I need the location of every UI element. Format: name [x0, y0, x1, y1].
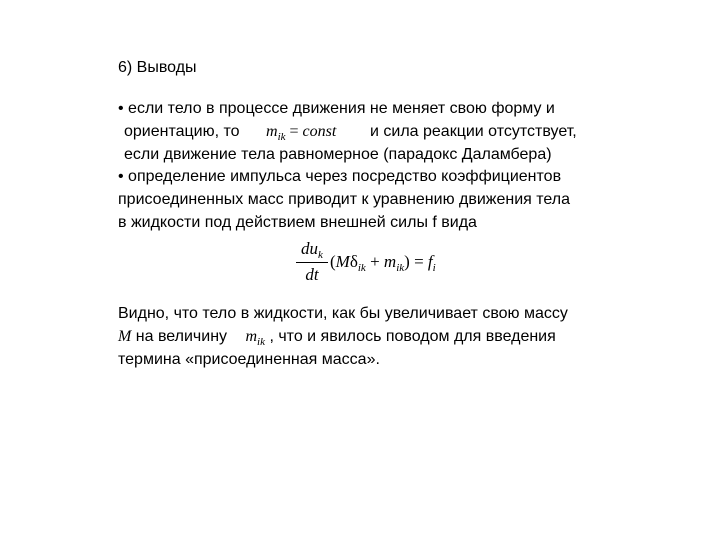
bullet1-line1: • если тело в процессе движения не меняет свою форму и [118, 100, 555, 117]
bullet2-line3: в жидкости под действием внешней силы f вида [118, 214, 477, 231]
conclusion-line2-prefix: на величину [135, 328, 228, 345]
inline-m: m [266, 123, 278, 140]
bullet2-line2: присоединенных масс приводит к уравнению движения тела [118, 191, 571, 208]
bullet1-line3: если движение тела равномерное (парадокс Даламбера) [124, 146, 552, 163]
bullet2-line1: • определение импульса через посредство коэффициентов [118, 168, 562, 185]
conclusion-line2 [118, 327, 556, 352]
derivative-fraction [296, 238, 328, 285]
inline-formula-mik-const [266, 122, 336, 147]
conclusion-line1: Видно, что тело в жидкости, как бы увеличивает свою массу [118, 305, 568, 322]
inline-const: const [302, 123, 337, 140]
fraction-numerator: $du_k$ [301, 239, 323, 261]
inline-m-sub: ik [277, 131, 286, 143]
inline-equals: = [289, 123, 299, 140]
fraction-denominator: dt [305, 265, 319, 284]
slide-heading: 6) Выводы [118, 59, 197, 76]
bullet1-line2-prefix: ориентацию, то [124, 123, 240, 140]
fraction-bar [296, 262, 328, 263]
equation-body: $(M\delta_{ik} + m_{ik}) = f_i$ [330, 252, 436, 274]
inline-mik: $m_{ik}$ [245, 328, 265, 348]
bullet1-line2-suffix: и сила реакции отсутствует, [370, 123, 577, 140]
mass-symbol-M: M [118, 328, 132, 345]
motion-equation [296, 238, 486, 288]
conclusion-line2-suffix: , что и явилось поводом для введения [269, 328, 556, 345]
conclusion-line3: термина «присоединенная масса». [118, 351, 380, 368]
